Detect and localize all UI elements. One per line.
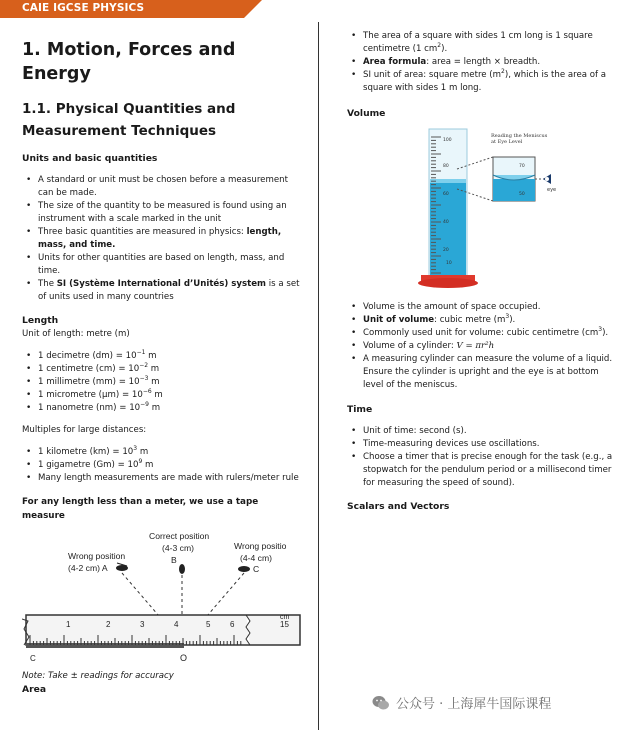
list-item: • A standard or unit must be chosen before a measurement can be made.	[22, 174, 302, 200]
list-item: • The SI (Système International d’Unités) system is a set of units used in many countries	[22, 278, 302, 304]
section-title: 1.1. Physical Quantities and Measurement Techniques	[22, 101, 236, 139]
ruler-reading-diagram	[22, 527, 302, 667]
left-column	[22, 38, 302, 697]
wrong-c-label-2: (4-4 cm)	[240, 553, 272, 563]
eye-b-icon	[179, 564, 185, 574]
scalars-heading: Scalars and Vectors	[347, 501, 450, 512]
scale-10: 10	[446, 261, 452, 266]
list-item: • Units for other quantities are based on length, mass, and time.	[22, 252, 302, 278]
list-item: • The size of the quantity to be measured is found using an instrument with a scale marked in the unit	[22, 200, 302, 226]
measuring-cylinder-diagram	[347, 123, 619, 293]
point-o-label: O	[180, 653, 188, 663]
list-item: • 1 centimetre $(cm) = 10^{-2}$ m	[22, 363, 302, 376]
list-item: • Commonly used unit for volume: cubic centimetre $(cm^3)$.	[347, 327, 619, 340]
point-c-label: C	[30, 654, 36, 663]
watermark-text: 公众号 · 上海犀牛国际课程	[396, 697, 552, 712]
cylinder-volume-formula: V = πr²h	[456, 341, 495, 351]
tape-heading: For any length less than a meter, we use a tape measure	[22, 497, 259, 521]
ruler-num-1: 1	[66, 620, 71, 629]
eye-icon	[543, 174, 551, 184]
list-item: • 1 millimetre $(mm) = 10^{-3}$ m	[22, 376, 302, 389]
units-heading: Units and basic quantities	[22, 153, 158, 164]
correct-b-label: B	[171, 555, 177, 565]
list-item: • A measuring cylinder can measure the volume of a liquid. Ensure the cylinder is upright and the eye is at bottom level of the meniscus.	[347, 353, 619, 392]
cylinder-base	[418, 278, 478, 288]
list-item: • Three basic quantities are measured in physics: length, mass, and time.	[22, 226, 302, 252]
zoom-50: 50	[519, 192, 525, 197]
cylinder-caption-1: Reading the Meniscus	[491, 133, 548, 139]
length-list	[22, 350, 302, 415]
eye-c-icon	[238, 566, 250, 572]
ruler-num-2: 2	[106, 620, 111, 629]
wrong-a-label-2: (4-2 cm) A	[68, 563, 108, 573]
scale-20: 20	[443, 248, 449, 253]
area-heading: Area	[22, 684, 47, 695]
header-banner	[0, 0, 262, 18]
list-item: • Volume is the amount of space occupied.	[347, 301, 619, 314]
correct-label-2: (4-3 cm)	[162, 543, 194, 553]
list-item: • The area of a square with sides 1 cm long is 1 square centimetre (1 $cm^2$).	[347, 30, 619, 56]
volume-heading: Volume	[347, 108, 386, 119]
list-item: • SI unit of area: square metre $(m^2)$, which is the area of a square with sides 1 m long.	[347, 69, 619, 95]
cylinder-caption-2: at Eye Level	[491, 139, 523, 145]
list-item: • Time-measuring devices use oscillations.	[347, 438, 619, 451]
length-unit-text: Unit of length: metre (m)	[22, 329, 130, 339]
units-list	[22, 174, 302, 304]
correct-label-1: Correct position	[149, 531, 210, 541]
list-item: • Unit of time: second (s).	[347, 425, 619, 438]
list-item: • 1 decimetre $(dm) = 10^{-1}$ m	[22, 350, 302, 363]
ruler-num-5: 5	[206, 620, 211, 629]
list-item: • Choose a timer that is precise enough for the task (e.g., a stopwatch for the pendulum period or a millisecond timer for measuring the speed of sound).	[347, 451, 619, 490]
zoom-70: 70	[519, 164, 525, 169]
wrong-c-c-label: C	[253, 564, 260, 574]
watermark	[372, 693, 551, 712]
banner-title: CAIE IGCSE PHYSICS	[22, 2, 145, 14]
list-item: • Volume of a cylinder: V = πr²h	[347, 340, 619, 353]
wrong-a-label-1: Wrong position	[68, 551, 126, 561]
list-item: • Many length measurements are made with rulers/meter rule	[22, 472, 302, 485]
ruler-cm: cm	[280, 614, 290, 621]
list-item: • 1 micrometre $(\mu m) = 10^{-6}$ m	[22, 389, 302, 402]
column-divider	[318, 22, 319, 730]
time-list	[347, 425, 619, 490]
list-item: • 1 kilometre $(km) = 10^3$ m	[22, 446, 302, 459]
eye-label: eye	[547, 187, 557, 193]
time-heading: Time	[347, 404, 373, 415]
wrong-c-label-1: Wrong positio	[234, 541, 287, 551]
ruler-num-6: 6	[230, 620, 235, 629]
list-item: • 1 gigametre $(Gm) = 10^9$ m	[22, 459, 302, 472]
list-item: • Area formula: area = length × breadth.	[347, 56, 619, 69]
wechat-icon	[372, 695, 390, 711]
zoom-liquid	[493, 179, 535, 201]
length-heading: Length	[22, 315, 59, 326]
ruler-num-15: 15	[280, 620, 289, 629]
eye-a-icon	[116, 563, 128, 571]
accuracy-note: Note: Take ± readings for accuracy	[22, 671, 174, 681]
scale-80: 80	[443, 164, 449, 169]
right-column	[347, 30, 619, 514]
list-item: • 1 nanometre $(nm) = 10^{-9}$ m	[22, 402, 302, 415]
scale-100: 100	[443, 138, 452, 143]
scale-60: 60	[443, 192, 449, 197]
ruler-num-4: 4	[174, 620, 179, 629]
ruler-num-3: 3	[140, 620, 145, 629]
multiples-text: Multiples for large distances:	[22, 425, 147, 435]
scale-40: 40	[443, 220, 449, 225]
list-item: • Unit of volume: cubic metre $(m^3)$.	[347, 314, 619, 327]
area-list	[347, 30, 619, 95]
multiples-list	[22, 446, 302, 485]
chapter-title: 1. Motion, Forces and Energy	[22, 40, 236, 84]
volume-list	[347, 301, 619, 392]
